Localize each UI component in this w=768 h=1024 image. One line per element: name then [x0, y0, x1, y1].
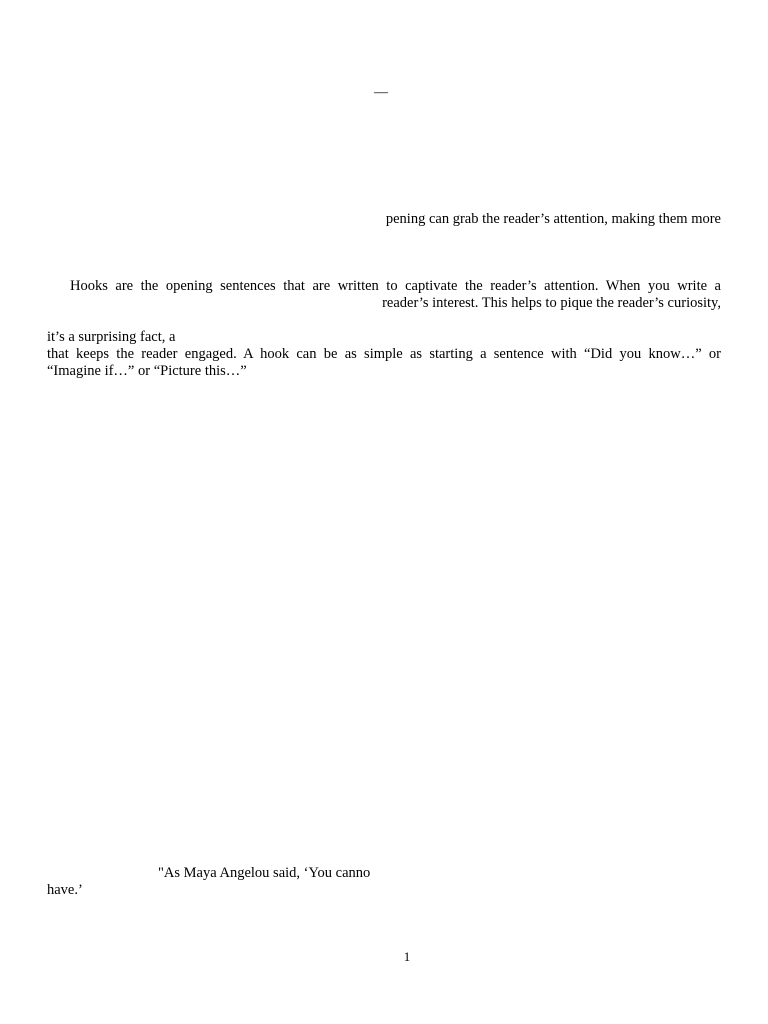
header-dash: — [374, 85, 388, 100]
page-number: 1 [403, 949, 411, 964]
quote-line-2: have.’ [47, 882, 83, 898]
paragraph-line-2: reader’s interest. This helps to pique the reader’s curiosity, [382, 295, 721, 311]
quote-line-1: "As Maya Angelou said, ‘You canno [158, 865, 371, 881]
paragraph-line-4: that keeps the reader engaged. A hook can be as simple as starting a sentence with “Did you know…” or [47, 346, 721, 362]
paragraph-line-5: “Imagine if…” or “Picture this…” [47, 363, 247, 379]
paragraph-line-3: it’s a surprising fact, a [47, 329, 176, 345]
paragraph-line-1: Hooks are the opening sentences that are written to captivate the reader’s attention. When you write a [70, 278, 721, 294]
text-fragment: pening can grab the reader’s attention, making them more [385, 211, 721, 227]
